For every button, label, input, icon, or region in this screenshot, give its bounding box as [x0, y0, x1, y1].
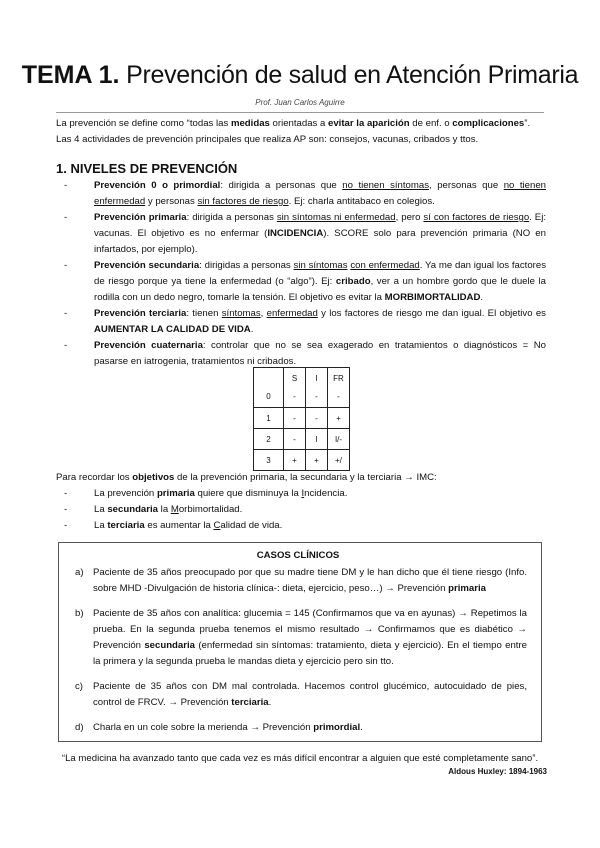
- text-run: orbimortalidad.: [178, 504, 243, 515]
- quote: “La medicina ha avanzado tanto que cada vez es más difícil encontrar a alguien que esté completamente sano”.: [61, 753, 539, 764]
- list-item-text: [93, 679, 527, 711]
- text-run: ncidencia.: [304, 488, 348, 499]
- list-item: [56, 502, 546, 518]
- bold-text: Prevención primaria: [94, 212, 187, 223]
- quote-author: Aldous Huxley: 1894-1963: [448, 767, 547, 776]
- table-cell: +: [306, 450, 328, 471]
- list-item-text: [94, 518, 546, 534]
- row0-cell: -: [293, 391, 296, 401]
- text-run: : dirigida a personas que: [220, 180, 343, 191]
- text-run: La: [94, 520, 108, 531]
- table-row: [254, 450, 350, 471]
- bold-text: Prevención cuaternaria: [94, 340, 203, 351]
- table-cell: [254, 368, 284, 408]
- underlined-text: C: [213, 520, 221, 531]
- bullet-marker: -: [64, 520, 68, 531]
- title-number: TEMA 1.: [21, 61, 120, 89]
- levels-table: [253, 367, 350, 471]
- bullet-marker: -: [64, 488, 68, 499]
- levels-list: [56, 178, 546, 370]
- table-cell: +: [328, 408, 350, 429]
- list-item: [69, 606, 527, 670]
- table-cell: -: [284, 408, 306, 429]
- list-item: [56, 306, 546, 338]
- bullet-marker: -: [64, 504, 68, 515]
- list-item-text: [94, 258, 546, 306]
- text-run: , pero: [395, 212, 424, 223]
- text-run: .: [250, 324, 254, 335]
- bold-text: Prevención 0 o primordial: [94, 180, 221, 191]
- bold-text: INCIDENCIA: [267, 228, 324, 239]
- table-cell: 2: [254, 429, 284, 450]
- bold-text: MORBIMORTALIDAD: [384, 292, 481, 303]
- list-item: [56, 258, 546, 306]
- table-cell: +/: [328, 450, 350, 471]
- text-run: y los factores de riesgo me dan igual. El objetivo es: [317, 308, 546, 319]
- text-run: .: [268, 697, 272, 708]
- list-item: [56, 486, 546, 502]
- bold-text: complicaciones: [452, 118, 525, 129]
- author-subtitle: Prof. Juan Carlos Aguirre: [255, 98, 345, 107]
- list-item-text: [94, 502, 546, 518]
- underlined-text: sin síntomas ni enfermedad: [276, 212, 396, 223]
- table-row: [254, 429, 350, 450]
- header-cell: FR: [333, 373, 344, 383]
- bold-text: evitar la aparición: [328, 118, 410, 129]
- text-run: de la prevención primaria, la secundaria y la terciaria → IMC:: [174, 472, 437, 483]
- text-run: La prevención se define como “todas las: [56, 118, 231, 129]
- text-run: Paciente de 35 años preocupado por que su madre tiene DM y le han dicho que él tiene riesgo (Info. sobre MHD -Divulgación de historia clínica-: dieta, ejercicio, peso…) → Prevención: [93, 567, 527, 594]
- bold-text: secundaria: [144, 640, 195, 651]
- text-run: alidad de vida.: [220, 520, 283, 531]
- list-item: [56, 338, 546, 370]
- table-cell: [306, 368, 328, 408]
- bold-text: objetivos: [132, 472, 175, 483]
- bold-text: terciaria: [231, 697, 269, 708]
- list-item: [56, 178, 546, 210]
- intro-paragraph: [56, 116, 548, 132]
- list-item-text: [94, 306, 546, 338]
- text-run: La prevención: [94, 488, 157, 499]
- page-title: [0, 60, 600, 90]
- underlined-text: I: [301, 488, 305, 499]
- text-run: la: [158, 504, 171, 515]
- text-run: ,: [260, 308, 267, 319]
- text-run: Las 4 actividades de prevención principales que realiza AP son: consejos, vacunas, cribados y ttos.: [56, 134, 479, 145]
- bullet-marker: -: [64, 180, 68, 191]
- list-item: [69, 565, 527, 597]
- text-run: . Ej: vacunas. El objetivo es no enfermar (: [94, 212, 547, 239]
- table-row: [254, 408, 350, 429]
- list-item-text: [93, 606, 527, 670]
- bullet-marker: -: [64, 340, 68, 351]
- text-run: Para recordar los: [56, 472, 133, 483]
- underlined-text: sí con factores de riesgo: [423, 212, 530, 223]
- table-cell: -: [306, 408, 328, 429]
- text-run: , personas que: [429, 180, 504, 191]
- clinical-cases-box: [58, 542, 542, 742]
- header-cell: S: [291, 373, 298, 383]
- bold-text: primaria: [156, 488, 195, 499]
- bold-text: Prevención secundaria: [94, 260, 200, 271]
- bullet-marker: d): [75, 722, 84, 733]
- bullet-marker: c): [75, 681, 83, 692]
- header-cell: I: [315, 373, 318, 383]
- text-run: , ver a un hombre gordo que le duele la rodilla con un dedo negro, tomarle la tensión. El objetivo es evitar la: [94, 276, 546, 303]
- bullet-marker: -: [64, 308, 68, 319]
- text-run: de enf. o: [409, 118, 453, 129]
- list-item: [69, 679, 527, 711]
- underlined-text: M: [170, 504, 179, 515]
- text-run: ”.: [524, 118, 531, 129]
- text-run: ). SCORE solo para prevención primaria (NO en infartados, por ejemplo).: [94, 228, 546, 255]
- row0-cell: 0: [266, 391, 271, 401]
- underlined-text: síntomas: [221, 308, 261, 319]
- table-cell: 3: [254, 450, 284, 471]
- text-run: : tienen: [186, 308, 222, 319]
- list-item-text: [94, 210, 546, 258]
- text-run: (enfermedad sin síntomas: tratamiento, dieta y ejercicio). En el tiempo entre la primera y la segunda prueba le mandas dieta y ejercicio pero sin tto.: [93, 640, 527, 667]
- table-cell: [284, 368, 306, 408]
- section-heading: 1. NIVELES DE PREVENCIÓN: [56, 161, 238, 176]
- underlined-text: sin factores de riesgo: [197, 196, 289, 207]
- list-item-text: [93, 720, 527, 736]
- table-cell: -: [284, 429, 306, 450]
- underlined-text: con enfermedad: [350, 260, 420, 271]
- text-run: .: [360, 722, 363, 733]
- list-item: [69, 720, 527, 736]
- list-item-text: [93, 565, 527, 597]
- bold-text: AUMENTAR LA CALIDAD DE VIDA: [94, 324, 251, 335]
- clinical-cases-title: CASOS CLÍNICOS: [256, 550, 340, 561]
- divider: [56, 112, 544, 113]
- bullet-marker: -: [64, 260, 68, 271]
- text-run: orientadas a: [269, 118, 329, 129]
- underlined-text: no tienen enfermedad: [94, 180, 547, 207]
- underlined-text: no tienen síntomas: [342, 180, 430, 191]
- table-cell: +: [284, 450, 306, 471]
- text-run: es aumentar la: [144, 520, 214, 531]
- table-cell: I/-: [328, 429, 350, 450]
- text-run: : dirigidas a personas: [199, 260, 294, 271]
- list-item-text: [94, 486, 546, 502]
- text-run: : controlar que no se sea exagerado en tratamientos o diagnósticos = No pasarse en iatrogenia, tratamientos ni cribados.: [94, 340, 546, 367]
- list-item-text: [94, 178, 546, 210]
- imc-section: [56, 470, 546, 534]
- bullet-marker: -: [64, 212, 68, 223]
- bold-text: medidas: [230, 118, 270, 129]
- text-run: Paciente de 35 años con analítica: glucemia = 145 (Confirmamos que va en ayunas) → Repetimos la prueba. En la segunda prueba tenemos el mismo resultado → Confirmamos que es diabético → Prevención: [93, 608, 527, 651]
- bullet-marker: a): [75, 567, 84, 578]
- list-item-text: [94, 338, 546, 370]
- text-run: .: [480, 292, 484, 303]
- bullet-marker: b): [75, 608, 84, 619]
- text-run: . Ej: charla antitabaco en colegios.: [288, 196, 435, 207]
- text-run: . Ya me dan igual los factores de riesgo porque ya tiene la enfermedad (o “algo”). Ej:: [94, 260, 547, 287]
- table-header-row: [254, 368, 350, 408]
- list-item: [56, 210, 546, 258]
- underlined-text: enfermedad: [266, 308, 318, 319]
- table-cell: 1: [254, 408, 284, 429]
- text-run: y personas: [145, 196, 198, 207]
- row0-cell: -: [315, 391, 318, 401]
- imc-intro: [56, 470, 546, 486]
- bold-text: terciaria: [107, 520, 145, 531]
- table-cell: I: [306, 429, 328, 450]
- bold-text: primaria: [448, 583, 486, 594]
- text-run: Charla en un cole sobre la merienda → Prevención: [93, 722, 314, 733]
- bold-text: Prevención terciaria: [94, 308, 187, 319]
- table-cell: [328, 368, 350, 408]
- underlined-text: sin síntomas: [293, 260, 348, 271]
- row0-cell: -: [337, 391, 340, 401]
- header-cell: [254, 370, 283, 388]
- list-item: [56, 518, 546, 534]
- text-run: : dirigida a personas: [186, 212, 277, 223]
- bold-text: primordial: [313, 722, 361, 733]
- intro-paragraph: [56, 132, 548, 148]
- bold-text: cribado: [335, 276, 371, 287]
- title-text: Prevención de salud en Atención Primaria: [119, 61, 579, 89]
- bold-text: secundaria: [107, 504, 159, 515]
- text-run: Paciente de 35 años con DM mal controlada. Hacemos control glucémico, autocuidado de pies, control de FRCV. → Prevención: [93, 681, 527, 708]
- intro: [56, 116, 548, 148]
- text-run: quiere que disminuya la: [194, 488, 302, 499]
- text-run: La: [94, 504, 108, 515]
